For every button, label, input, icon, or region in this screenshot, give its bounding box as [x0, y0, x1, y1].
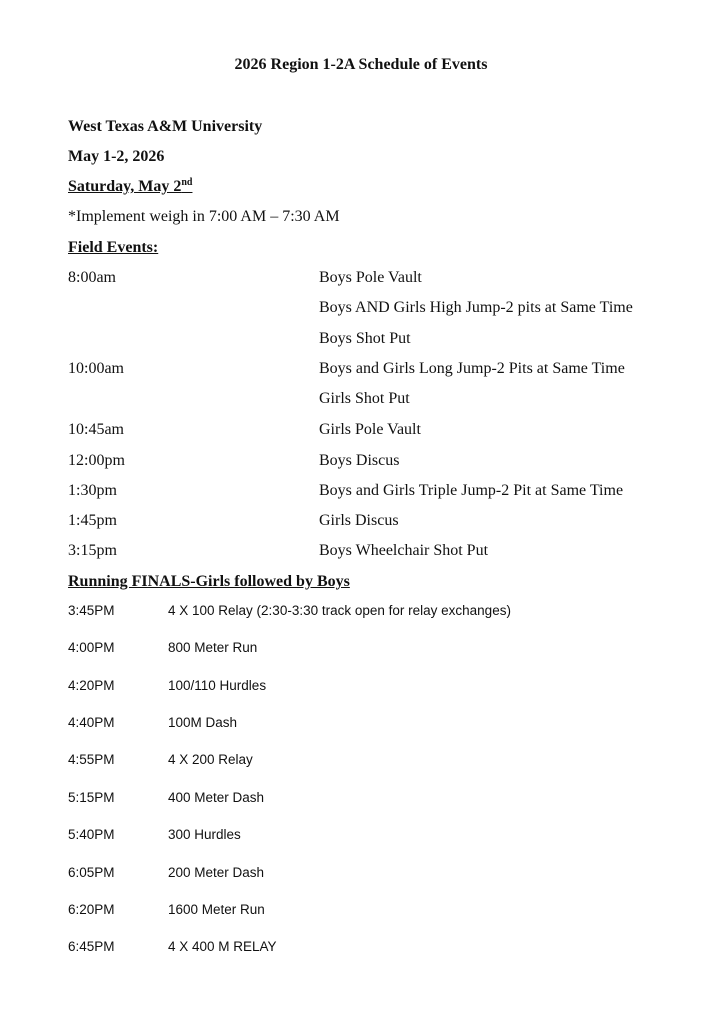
field-event-row [68, 420, 668, 440]
field-event-row [68, 298, 668, 318]
running-event-row [68, 713, 668, 733]
running-event-time: 6:05PM [68, 865, 115, 880]
running-event-time: 5:40PM [68, 827, 115, 842]
field-event-name: Boys Wheelchair Shot Put [319, 542, 489, 559]
running-event-time: 6:45PM [68, 939, 115, 954]
field-event-name: Boys Pole Vault [319, 269, 422, 286]
field-event-time: 3:15pm [68, 542, 117, 559]
running-event-name: 4 X 400 M RELAY [168, 939, 277, 954]
running-event-time: 4:55PM [68, 752, 115, 767]
field-event-time: 12:00pm [68, 452, 125, 469]
field-event-name: Girls Pole Vault [319, 421, 421, 438]
field-events-heading: Field Events: [68, 239, 159, 256]
field-event-name: Boys and Girls Triple Jump-2 Pit at Same Time [319, 482, 624, 499]
field-event-row [68, 268, 668, 288]
running-event-name: 4 X 100 Relay (2:30-3:30 track open for relay exchanges) [168, 603, 511, 618]
field-event-name: Girls Shot Put [319, 390, 410, 407]
running-event-time: 4:40PM [68, 715, 115, 730]
running-event-row [68, 788, 668, 808]
running-event-name: 4 X 200 Relay [168, 752, 253, 767]
day-heading-text: Saturday, May 2 [68, 178, 182, 195]
running-event-row [68, 676, 668, 696]
field-event-time: 10:45am [68, 421, 124, 438]
running-event-time: 3:45PM [68, 603, 115, 618]
running-event-row [68, 601, 668, 621]
field-event-time: 1:45pm [68, 512, 117, 529]
running-event-row [68, 937, 668, 957]
venue-heading: West Texas A&M University [68, 118, 263, 135]
day-heading [68, 177, 192, 197]
running-finals-heading: Running FINALS-Girls followed by Boys [68, 573, 350, 590]
running-event-row [68, 900, 668, 920]
field-event-name: Boys AND Girls High Jump-2 pits at Same Time [319, 299, 633, 316]
field-event-row [68, 451, 668, 471]
running-event-time: 4:00PM [68, 640, 115, 655]
field-event-row [68, 481, 668, 501]
running-event-name: 800 Meter Run [168, 640, 258, 655]
running-event-row [68, 638, 668, 658]
running-event-row [68, 863, 668, 883]
field-event-row [68, 541, 668, 561]
field-event-row [68, 511, 668, 531]
running-event-name: 100/110 Hurdles [168, 678, 267, 693]
field-event-row [68, 359, 668, 379]
field-event-name: Boys and Girls Long Jump-2 Pits at Same Time [319, 360, 625, 377]
dates-heading: May 1-2, 2026 [68, 148, 165, 165]
implement-weigh-in-note: *Implement weigh in 7:00 AM – 7:30 AM [68, 208, 340, 225]
running-event-time: 4:20PM [68, 678, 115, 693]
running-event-row [68, 750, 668, 770]
running-event-name: 400 Meter Dash [168, 790, 265, 805]
field-event-name: Girls Discus [319, 512, 399, 529]
field-event-time: 8:00am [68, 269, 116, 286]
document-title: 2026 Region 1-2A Schedule of Events [234, 56, 488, 73]
running-event-name: 1600 Meter Run [168, 902, 265, 917]
field-event-row [68, 389, 668, 409]
running-event-row [68, 825, 668, 845]
day-heading-ordinal: nd [181, 177, 193, 188]
field-event-time: 1:30pm [68, 482, 117, 499]
running-event-name: 100M Dash [168, 715, 238, 730]
field-event-row [68, 329, 668, 349]
field-event-time: 10:00am [68, 360, 124, 377]
field-event-name: Boys Discus [319, 452, 400, 469]
running-event-name: 300 Hurdles [168, 827, 241, 842]
running-event-time: 6:20PM [68, 902, 115, 917]
running-event-time: 5:15PM [68, 790, 115, 805]
running-event-name: 200 Meter Dash [168, 865, 265, 880]
field-event-name: Boys Shot Put [319, 330, 411, 347]
